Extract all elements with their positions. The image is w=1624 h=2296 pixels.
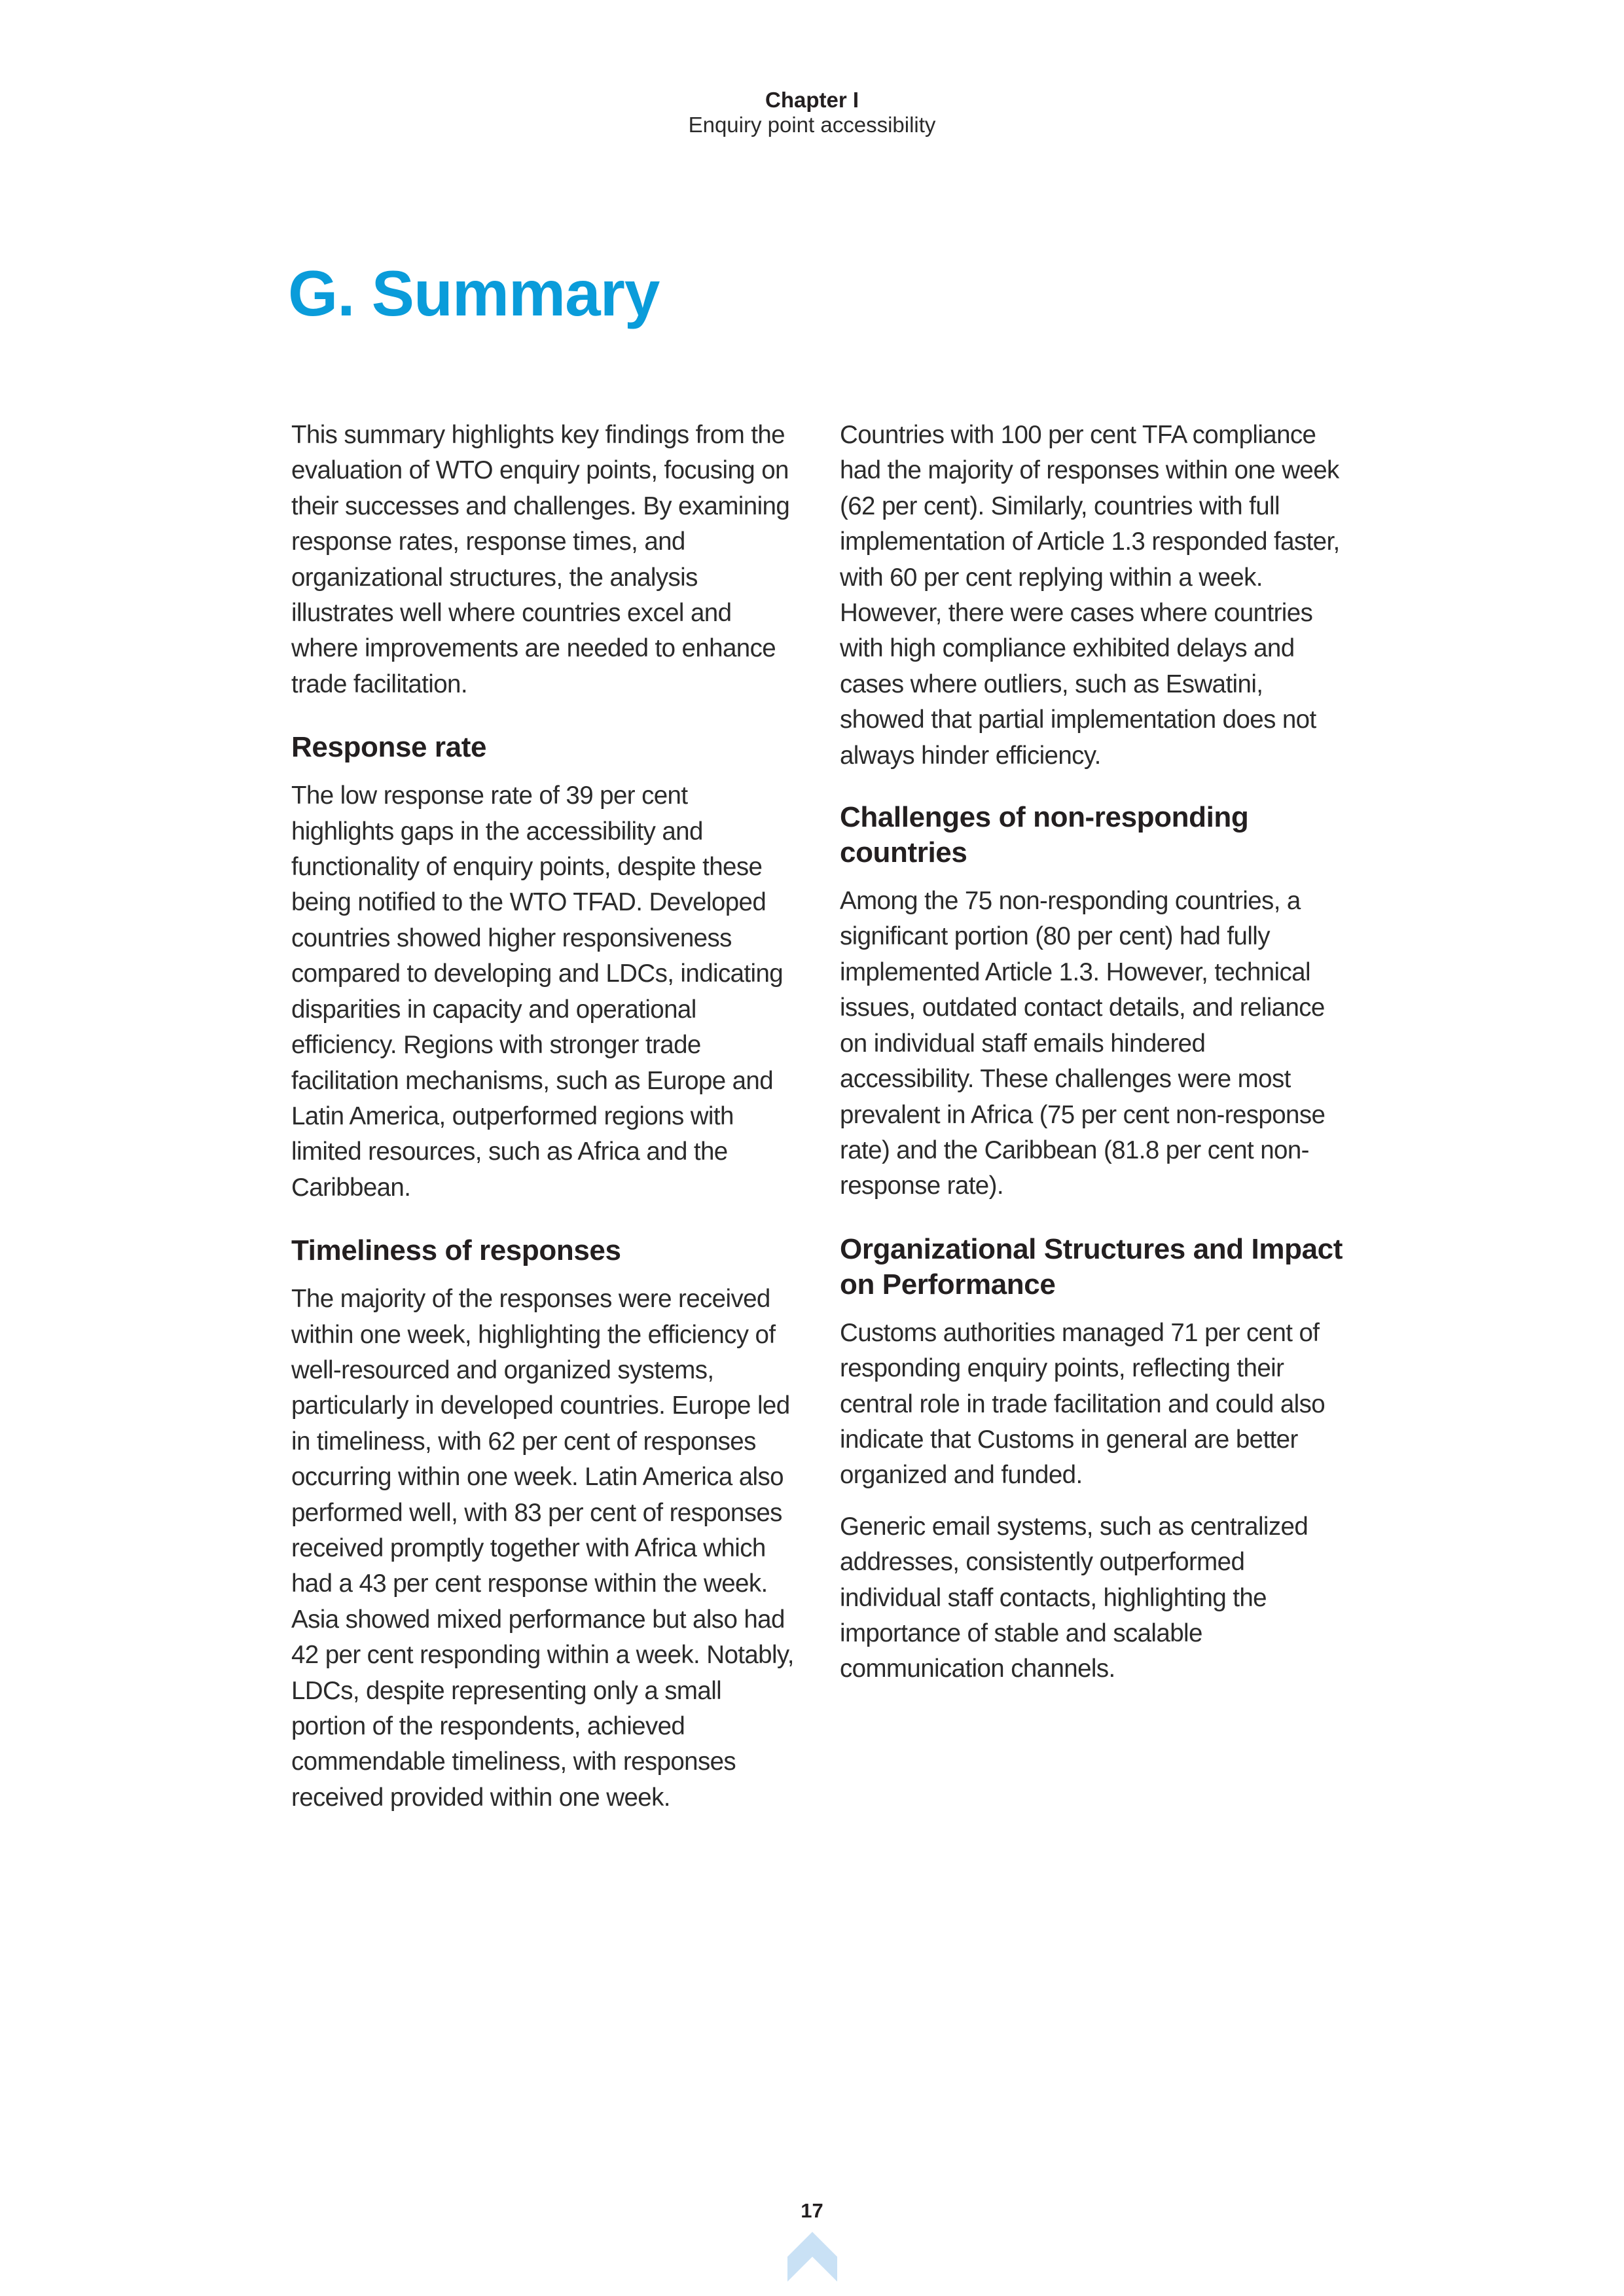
page-number: 17 xyxy=(801,2199,823,2222)
chapter-label: Chapter I xyxy=(765,88,859,112)
intro-paragraph: This summary highlights key findings from the evaluation of WTO enquiry points, focusing on their successes and challenges. By examining response rates, response times, and organizational structures, the analysis illustrates well where countries excel and where improvements are needed to enhance trade facilitation. xyxy=(291,421,790,698)
chevron-up-icon[interactable] xyxy=(787,2232,837,2282)
heading-timeliness: Timeliness of responses xyxy=(291,1234,621,1267)
heading-response-rate: Response rate xyxy=(291,731,487,764)
organizational-paragraph-1: Customs authorities managed 71 per cent of responding enquiry points, reflecting their central role in trade facilitation and could also indicate that Customs in general are better organized and funded. xyxy=(840,1318,1326,1490)
heading-organizational: Organizational Structures and Impact on Performance xyxy=(840,1232,1343,1300)
heading-non-responding: Challenges of non-responding countries xyxy=(840,801,1249,869)
response-rate-paragraph: The low response rate of 39 per cent highlights gaps in the accessibility and functionality of enquiry points, despite these being notified to the WTO TFAD. Developed countries showed higher responsiveness compared to developing and LDCs, indicating disparities in capacity and operational efficiency. Regions with stronger trade facilitation mechanisms, such as Europe and Latin America, outperformed regions with limited resources, such as Africa and the Caribbean. xyxy=(291,781,784,1202)
organizational-paragraph-2: Generic email systems, such as centralized addresses, consistently outperformed individual staff contacts, highlighting the importance of stable and scalable communication channels. xyxy=(840,1512,1308,1683)
chapter-subtitle: Enquiry point accessibility xyxy=(688,113,936,137)
running-header xyxy=(0,88,1624,137)
section-title: G. Summary xyxy=(288,257,660,329)
non-responding-paragraph: Among the 75 non-responding countries, a significant portion (80 per cent) had fully implemented Article 1.3. However, technical issues, outdated contact details, and reliance on individual staff emails hindered accessibility. These challenges were most prevalent in Africa (75 per cent non-response rate) and the Caribbean (81.8 per cent non-response rate). xyxy=(840,887,1326,1200)
chevron-up-shape xyxy=(787,2232,837,2282)
left-column xyxy=(291,418,795,1831)
compliance-paragraph: Countries with 100 per cent TFA compliance had the majority of responses within one week (62 per cent). Similarly, countries with full implementation of Article 1.3 responded faster, with 60 per cent replying within a week. However, there were cases where countries with high compliance exhibited delays and cases where outliers, such as Eswatini, showed that partial implementation does not always hinder efficiency. xyxy=(840,421,1340,770)
right-column xyxy=(840,418,1344,1703)
timeliness-paragraph: The majority of the responses were received within one week, highlighting the efficiency of well-resourced and organized systems, particularly in developed countries. Europe led in timeliness, with 62 per cent of responses occurring within one week. Latin America also performed well, with 83 per cent of responses received promptly together with Africa which had a 43 per cent response within the week. Asia showed mixed performance but also had 42 per cent responding within a week. Notably, LDCs, despite representing only a small portion of the respondents, achieved commendable timeliness, with responses received provided within one week. xyxy=(291,1285,794,1812)
